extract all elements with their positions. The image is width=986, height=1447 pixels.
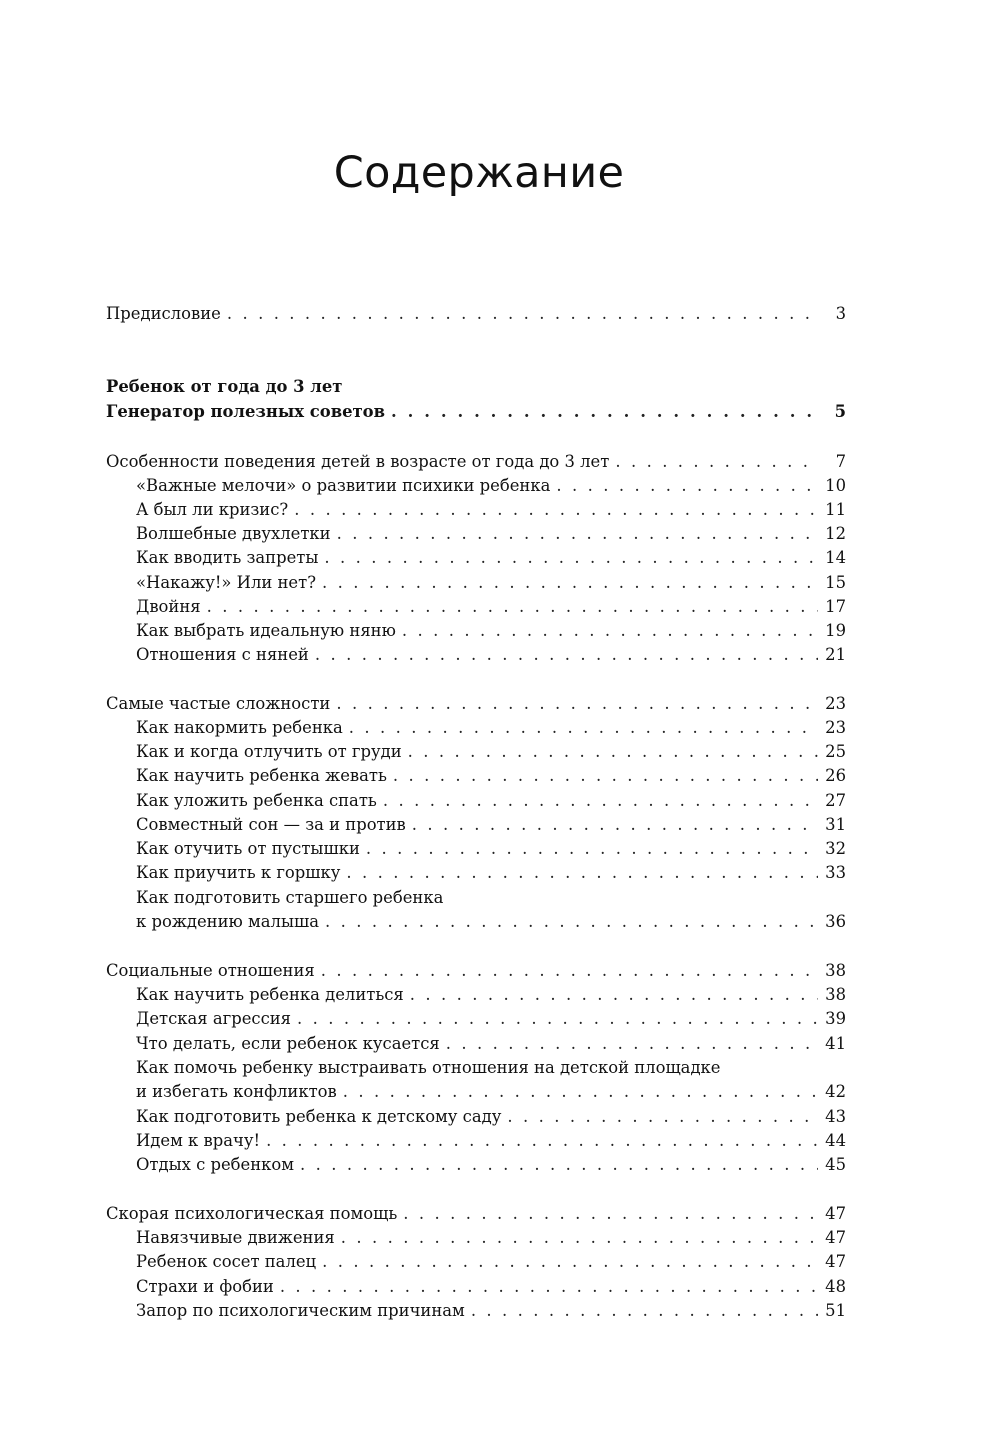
leader-dots	[315, 643, 818, 667]
toc-item-entry[interactable]	[136, 595, 846, 619]
toc-item-entry[interactable]	[136, 740, 846, 764]
toc-item-entry[interactable]	[136, 498, 846, 522]
toc-section-entry[interactable]	[106, 692, 846, 716]
toc-item-entry[interactable]	[136, 546, 846, 570]
leader-dots	[266, 1129, 818, 1153]
toc-label: Двойня	[136, 597, 201, 616]
toc-page-number: 7	[835, 452, 846, 471]
toc-item-entry[interactable]	[136, 861, 846, 885]
toc-item-entry[interactable]	[136, 910, 846, 934]
toc-label: Как выбрать идеальную няню	[136, 621, 396, 640]
toc-page-number: 15	[825, 573, 846, 592]
toc-page-number: 48	[825, 1277, 846, 1296]
leader-dots	[294, 498, 818, 522]
toc-page-number: 26	[825, 766, 846, 785]
toc-item-entry[interactable]	[136, 1250, 846, 1274]
toc-page-number: 25	[825, 742, 846, 761]
toc-label: Детская агрессия	[136, 1009, 292, 1028]
toc-item-entry[interactable]	[136, 813, 846, 837]
toc-item-entry[interactable]	[136, 789, 846, 813]
toc-item-label-line1: Как помочь ребенку выстраивать отношения на детской площадке	[136, 1058, 721, 1077]
leader-dots	[341, 1226, 818, 1250]
toc-label: Как научить ребенка жевать	[136, 766, 387, 785]
toc-item-entry[interactable]	[136, 716, 846, 740]
leader-dots	[349, 716, 818, 740]
leader-dots	[393, 764, 818, 788]
toc-page-number: 12	[825, 524, 846, 543]
toc-label: к рождению малыша	[136, 912, 320, 931]
toc-page-number: 3	[835, 304, 846, 323]
toc-label: «Накажу!» Или нет?	[136, 573, 316, 592]
leader-dots	[280, 1275, 818, 1299]
toc-label: Идем к врачу!	[136, 1131, 261, 1150]
toc-label: Скорая психологическая помощь	[106, 1204, 398, 1223]
toc-label: Отношения с няней	[136, 645, 309, 664]
toc-label: Как накормить ребенка	[136, 718, 343, 737]
toc-item-entry[interactable]	[136, 1007, 846, 1031]
leader-dots	[412, 813, 818, 837]
toc-label: Как подготовить ребенка к детскому саду	[136, 1107, 502, 1126]
toc-label: Предисловие	[106, 304, 221, 323]
leader-dots	[321, 959, 818, 983]
toc-page-number: 47	[825, 1252, 846, 1271]
leader-dots	[366, 837, 818, 861]
toc-page-number: 45	[825, 1155, 846, 1174]
toc-page-number: 42	[825, 1082, 846, 1101]
toc-page-number: 38	[825, 961, 846, 980]
toc-page-number: 21	[825, 645, 846, 664]
toc-item-entry[interactable]	[136, 522, 846, 546]
toc-label: Социальные отношения	[106, 961, 315, 980]
toc-entry-part[interactable]	[106, 400, 846, 424]
leader-dots	[325, 910, 818, 934]
toc-page-number: 39	[825, 1009, 846, 1028]
leader-dots	[207, 595, 818, 619]
toc-item-entry[interactable]	[136, 474, 846, 498]
part-title-line1: Ребенок от года до 3 лет	[106, 377, 343, 396]
toc-item-entry[interactable]	[136, 1275, 846, 1299]
toc-page-number: 17	[825, 597, 846, 616]
toc-item-entry[interactable]	[136, 1105, 846, 1129]
leader-dots	[403, 1202, 818, 1226]
toc-label: Особенности поведения детей в возрасте от года до 3 лет	[106, 452, 610, 471]
leader-dots	[471, 1299, 818, 1323]
toc-page-number: 43	[825, 1107, 846, 1126]
toc-item-entry[interactable]	[136, 619, 846, 643]
toc-label: Ребенок сосет палец	[136, 1252, 317, 1271]
leader-dots	[336, 692, 818, 716]
toc-label: Как научить ребенка делиться	[136, 985, 404, 1004]
toc-label: Совместный сон — за и против	[136, 815, 406, 834]
toc-page-number: 5	[834, 402, 846, 421]
leader-dots	[337, 522, 818, 546]
toc-label: Как вводить запреты	[136, 548, 319, 567]
toc-page-number: 38	[825, 985, 846, 1004]
toc-label: Как уложить ребенка спать	[136, 791, 377, 810]
leader-dots	[346, 861, 818, 885]
leader-dots	[297, 1007, 818, 1031]
toc-page-number: 44	[825, 1131, 846, 1150]
leader-dots	[402, 619, 818, 643]
toc-label: Как и когда отлучить от груди	[136, 742, 402, 761]
toc-item-entry[interactable]	[136, 1080, 846, 1104]
toc-label: Как отучить от пустышки	[136, 839, 360, 858]
toc-page-number: 47	[825, 1204, 846, 1223]
toc-page-number: 31	[825, 815, 846, 834]
leader-dots	[408, 740, 818, 764]
leader-dots	[227, 302, 818, 326]
toc-label: Отдых с ребенком	[136, 1155, 295, 1174]
toc-item-entry[interactable]	[136, 1299, 846, 1323]
toc-page-number: 32	[825, 839, 846, 858]
toc-label: Как приучить к горшку	[136, 863, 341, 882]
toc-item-entry[interactable]	[136, 837, 846, 861]
toc-item-entry[interactable]	[136, 1226, 846, 1250]
toc-label: и избегать конфликтов	[136, 1082, 337, 1101]
toc-label: А был ли кризис?	[136, 500, 289, 519]
toc-label: Запор по психологическим причинам	[136, 1301, 465, 1320]
toc-item-entry[interactable]	[136, 643, 846, 667]
toc-label: Что делать, если ребенок кусается	[136, 1034, 440, 1053]
leader-dots	[507, 1105, 818, 1129]
toc-entry-preface[interactable]	[106, 302, 846, 326]
leader-dots	[446, 1032, 818, 1056]
leader-dots	[615, 450, 818, 474]
toc-item-label-line1: Как подготовить старшего ребенка	[136, 888, 444, 907]
toc-label: «Важные мелочи» о развитии психики ребенка	[136, 476, 551, 495]
toc-item-entry[interactable]	[136, 1032, 846, 1056]
toc-item-entry[interactable]	[136, 571, 846, 595]
toc-item-entry[interactable]	[136, 1129, 846, 1153]
toc-label: Навязчивые движения	[136, 1228, 335, 1247]
toc-section-entry[interactable]	[106, 1202, 846, 1226]
toc-label: Самые частые сложности	[106, 694, 331, 713]
toc-page-number: 36	[825, 912, 846, 931]
toc-label: Генератор полезных советов	[106, 402, 385, 421]
leader-dots	[322, 571, 818, 595]
page-title: Содержание	[333, 148, 625, 198]
toc-page-number: 10	[825, 476, 846, 495]
toc-item-entry[interactable]	[136, 764, 846, 788]
toc-label: Волшебные двухлетки	[136, 524, 331, 543]
toc-page-number: 23	[825, 694, 846, 713]
toc-section-entry[interactable]	[106, 450, 846, 474]
toc-section-entry[interactable]	[106, 959, 846, 983]
toc-page-number: 14	[825, 548, 846, 567]
toc-page-number: 47	[825, 1228, 846, 1247]
leader-dots	[324, 546, 818, 570]
leader-dots	[322, 1250, 818, 1274]
toc-page-number: 11	[825, 500, 846, 519]
toc-page-number: 33	[825, 863, 846, 882]
toc-item-entry[interactable]	[136, 983, 846, 1007]
leader-dots	[556, 474, 818, 498]
leader-dots	[383, 789, 818, 813]
toc-page-number: 41	[825, 1034, 846, 1053]
toc-item-entry[interactable]	[136, 1153, 846, 1177]
leader-dots	[391, 400, 818, 424]
toc-page-number: 27	[825, 791, 846, 810]
leader-dots	[300, 1153, 818, 1177]
toc-page-number: 19	[825, 621, 846, 640]
toc-page-number: 51	[825, 1301, 846, 1320]
toc-label: Страхи и фобии	[136, 1277, 274, 1296]
leader-dots	[343, 1080, 818, 1104]
toc-page-number: 23	[825, 718, 846, 737]
leader-dots	[410, 983, 818, 1007]
